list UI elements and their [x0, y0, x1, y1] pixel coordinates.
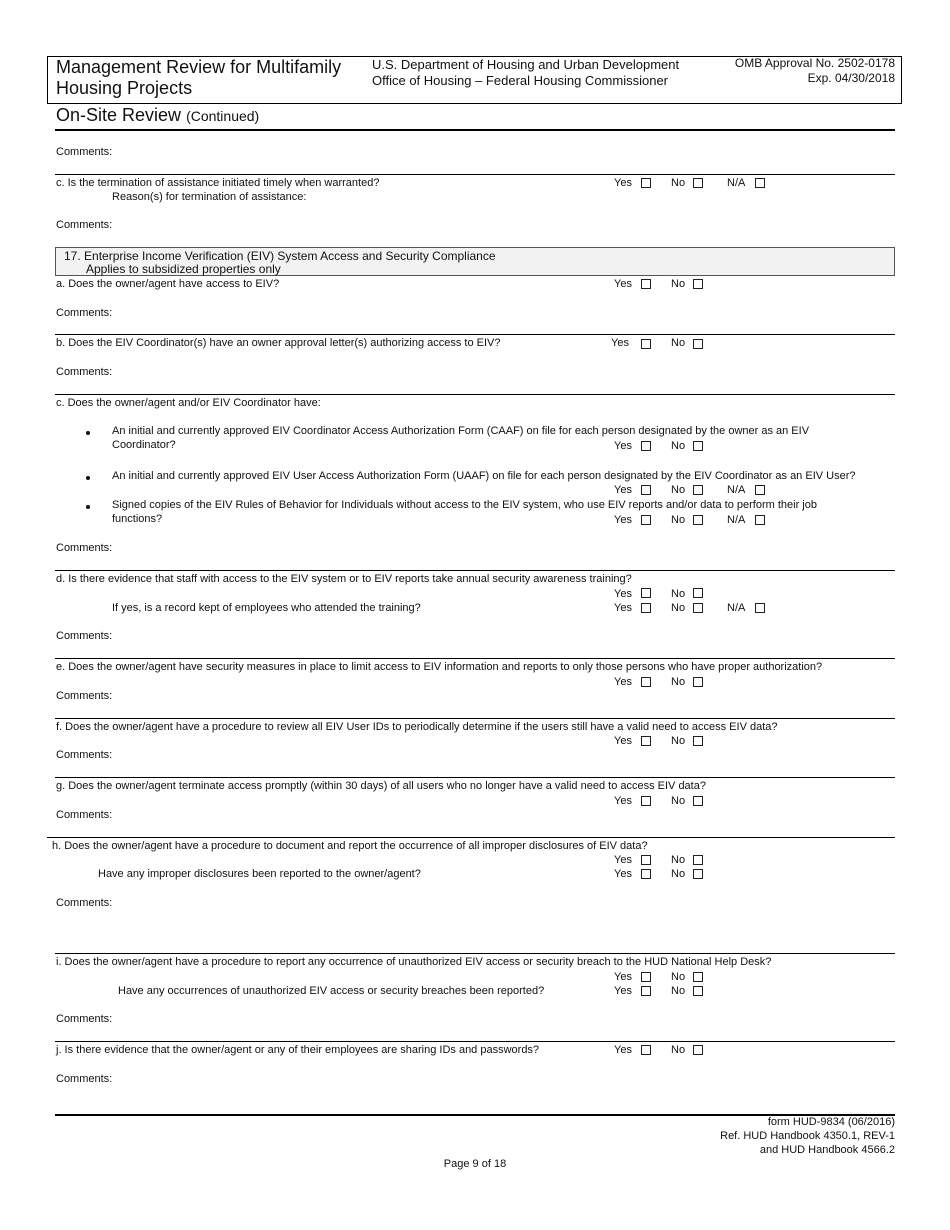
yes-checkbox[interactable]	[641, 441, 651, 451]
divider	[55, 1041, 895, 1042]
section-title	[56, 105, 259, 126]
no-label: No	[671, 602, 686, 614]
yes-label: Yes	[614, 985, 632, 997]
yes-checkbox[interactable]	[641, 869, 651, 879]
yes-checkbox[interactable]	[641, 279, 651, 289]
question-d-sub: If yes, is a record kept of employees who attended the training?	[112, 602, 421, 614]
no-label: No	[671, 868, 686, 880]
yes-checkbox[interactable]	[641, 339, 651, 349]
yes-checkbox[interactable]	[641, 972, 651, 982]
yes-checkbox[interactable]	[641, 178, 651, 188]
yes-label: Yes	[614, 588, 632, 600]
na-label: N/A	[727, 514, 746, 526]
question-a: a. Does the owner/agent have access to EIV?	[56, 278, 280, 290]
section-17-title: 17. Enterprise Income Verification (EIV) System Access and Security Compliance	[64, 249, 496, 263]
no-label: No	[671, 177, 686, 189]
no-checkbox[interactable]	[693, 515, 703, 525]
na-label: N/A	[727, 484, 746, 496]
question-c1-line1: An initial and currently approved EIV Coordinator Access Authorization Form (CAAF) on file for each person designated by the owner as an EIV	[112, 425, 810, 437]
question-h-sub: Have any improper disclosures been reported to the owner/agent?	[98, 868, 421, 880]
comments-label: Comments:	[56, 146, 113, 158]
footer-form-number: form HUD-9834 (06/2016)	[767, 1116, 895, 1128]
no-label: No	[671, 588, 686, 600]
comments-label: Comments:	[56, 219, 113, 231]
yes-checkbox[interactable]	[641, 736, 651, 746]
question-i-sub: Have any occurrences of unauthorized EIV access or security breaches been reported?	[118, 985, 545, 997]
divider	[55, 777, 895, 778]
no-label: No	[671, 337, 686, 349]
no-label: No	[671, 514, 686, 526]
no-checkbox[interactable]	[693, 339, 703, 349]
yes-label: Yes	[614, 971, 632, 983]
yes-checkbox[interactable]	[641, 855, 651, 865]
question-d: d. Is there evidence that staff with access to the EIV system or to EIV reports take annual security awareness training?	[56, 573, 632, 585]
no-label: No	[671, 854, 686, 866]
question-j: j. Is there evidence that the owner/agent or any of their employees are sharing IDs and passwords?	[56, 1044, 540, 1056]
divider	[55, 394, 895, 395]
yes-checkbox[interactable]	[641, 588, 651, 598]
yes-label: Yes	[614, 854, 632, 866]
no-checkbox[interactable]	[693, 485, 703, 495]
comments-label: Comments:	[56, 1013, 113, 1025]
no-label: No	[671, 278, 686, 290]
divider	[55, 658, 895, 659]
question-b: b. Does the EIV Coordinator(s) have an owner approval letter(s) authorizing access to EIV?	[56, 337, 501, 349]
comments-label: Comments:	[56, 809, 113, 821]
footer-ref-handbook-2: and HUD Handbook 4566.2	[759, 1144, 895, 1156]
yes-label: Yes	[614, 602, 632, 614]
section-rule	[55, 129, 895, 131]
question-g: g. Does the owner/agent terminate access promptly (within 30 days) of all users who no longer have a valid need to access EIV data?	[56, 780, 706, 792]
question-c: c. Does the owner/agent and/or EIV Coordinator have:	[56, 397, 321, 409]
no-label: No	[671, 484, 686, 496]
question-e: e. Does the owner/agent have security measures in place to limit access to EIV information and reports to only those persons who have proper authorization?	[56, 661, 823, 673]
section-title-main: On-Site Review	[56, 105, 182, 125]
comments-label: Comments:	[56, 630, 113, 642]
no-checkbox[interactable]	[693, 441, 703, 451]
divider	[55, 334, 895, 335]
na-label: N/A	[727, 602, 746, 614]
yes-checkbox[interactable]	[641, 1045, 651, 1055]
no-checkbox[interactable]	[693, 677, 703, 687]
agency-line1: U.S. Department of Housing and Urban Development	[372, 57, 680, 72]
question-c2-line1: An initial and currently approved EIV User Access Authorization Form (UAAF) on file for each person designated by the EIV Coordinator as an EIV User?	[112, 470, 856, 482]
divider	[55, 953, 895, 954]
bullet	[86, 431, 90, 435]
comments-label: Comments:	[56, 749, 113, 761]
agency-line2: Office of Housing – Federal Housing Commissioner	[372, 73, 669, 88]
yes-label: Yes	[614, 868, 632, 880]
comments-label: Comments:	[56, 690, 113, 702]
page-number: Page 9 of 18	[443, 1158, 507, 1170]
yes-checkbox[interactable]	[641, 603, 651, 613]
no-checkbox[interactable]	[693, 279, 703, 289]
no-label: No	[671, 971, 686, 983]
no-checkbox[interactable]	[693, 603, 703, 613]
na-checkbox[interactable]	[755, 603, 765, 613]
no-label: No	[671, 795, 686, 807]
omb-approval: OMB Approval No. 2502-0178	[734, 56, 895, 70]
na-checkbox[interactable]	[755, 178, 765, 188]
question-h: h. Does the owner/agent have a procedure to document and report the occurrence of all improper disclosures of EIV data?	[52, 840, 648, 852]
divider	[55, 174, 895, 175]
footer-ref-handbook-1: Ref. HUD Handbook 4350.1, REV-1	[720, 1130, 895, 1142]
yes-label: Yes	[614, 795, 632, 807]
yes-label: Yes	[614, 1044, 632, 1056]
yes-checkbox[interactable]	[641, 677, 651, 687]
form-title-line1: Management Review for Multifamily	[56, 57, 342, 77]
yes-label: Yes	[611, 337, 629, 349]
na-checkbox[interactable]	[755, 485, 765, 495]
yes-label: Yes	[614, 440, 632, 452]
question-c-termination-sub: Reason(s) for termination of assistance:	[112, 191, 307, 203]
yes-checkbox[interactable]	[641, 796, 651, 806]
question-c3-line2: functions?	[112, 513, 163, 525]
form-title-line2: Housing Projects	[56, 78, 193, 98]
yes-label: Yes	[614, 484, 632, 496]
yes-label: Yes	[614, 676, 632, 688]
no-checkbox[interactable]	[693, 986, 703, 996]
no-label: No	[671, 735, 686, 747]
no-checkbox[interactable]	[693, 855, 703, 865]
comments-label: Comments:	[56, 1073, 113, 1085]
question-c1-line2: Coordinator?	[112, 439, 176, 451]
bullet	[86, 476, 90, 480]
na-label: N/A	[727, 177, 746, 189]
no-checkbox[interactable]	[693, 178, 703, 188]
question-i: i. Does the owner/agent have a procedure to report any occurrence of unauthorized EIV access or security breach to the HUD National Help Desk?	[56, 956, 772, 968]
divider	[55, 570, 895, 571]
yes-checkbox[interactable]	[641, 515, 651, 525]
no-checkbox[interactable]	[693, 796, 703, 806]
yes-label: Yes	[614, 735, 632, 747]
yes-checkbox[interactable]	[641, 986, 651, 996]
no-label: No	[671, 1044, 686, 1056]
no-label: No	[671, 985, 686, 997]
comments-label: Comments:	[56, 542, 113, 554]
yes-label: Yes	[614, 514, 632, 526]
divider	[55, 718, 895, 719]
yes-checkbox[interactable]	[641, 485, 651, 495]
na-checkbox[interactable]	[755, 515, 765, 525]
comments-label: Comments:	[56, 307, 113, 319]
question-c3-line1: Signed copies of the EIV Rules of Behavior for Individuals without access to the EIV system, who use EIV reports and/or data to perform their job	[112, 499, 817, 511]
no-checkbox[interactable]	[693, 869, 703, 879]
no-label: No	[671, 440, 686, 452]
no-label: No	[671, 676, 686, 688]
yes-label: Yes	[614, 177, 632, 189]
section-17-subtitle: Applies to subsidized properties only	[86, 262, 281, 276]
comments-label: Comments:	[56, 897, 113, 909]
comments-label: Comments:	[56, 366, 113, 378]
bullet	[86, 505, 90, 509]
omb-expiration: Exp. 04/30/2018	[807, 71, 895, 85]
divider	[47, 837, 895, 838]
question-f: f. Does the owner/agent have a procedure to review all EIV User IDs to periodically determine if the users still have a valid need to access EIV data?	[56, 721, 778, 733]
yes-label: Yes	[614, 278, 632, 290]
section-title-suffix: (Continued)	[186, 108, 260, 124]
question-c-termination: c. Is the termination of assistance initiated timely when warranted?	[56, 177, 380, 189]
no-checkbox[interactable]	[693, 588, 703, 598]
no-checkbox[interactable]	[693, 1045, 703, 1055]
no-checkbox[interactable]	[693, 972, 703, 982]
no-checkbox[interactable]	[693, 736, 703, 746]
